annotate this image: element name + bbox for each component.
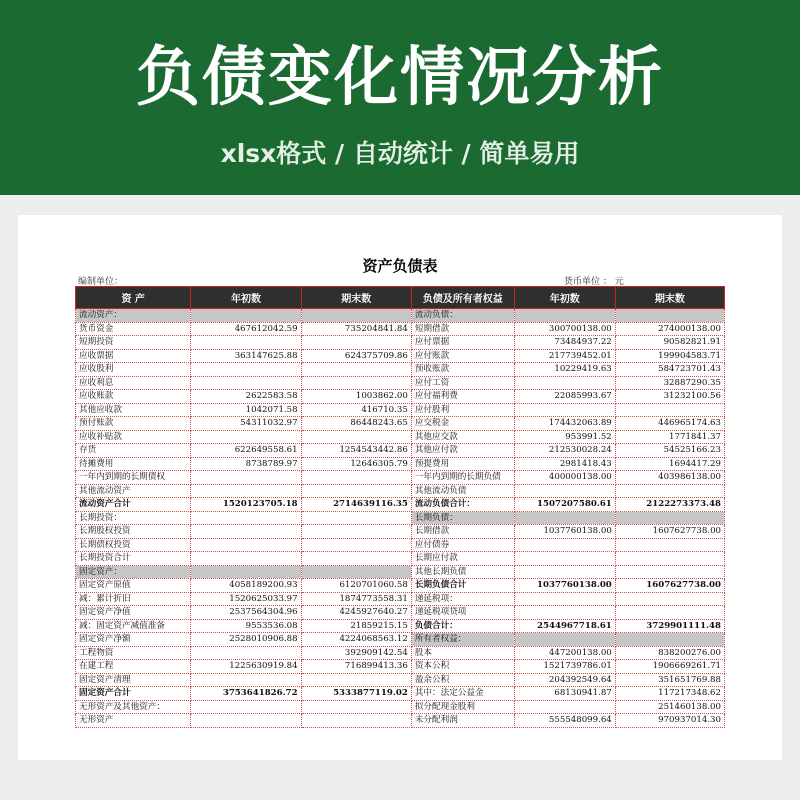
asset-label-cell: 应收股利 [76,363,191,377]
banner-title: 负债变化情况分析 [136,41,664,115]
asset-opening-cell: 1520625033.97 [191,592,301,606]
liability-opening-cell [514,633,615,647]
asset-closing-cell: 5333877119.02 [301,687,411,701]
table-row [76,633,725,647]
table-row [76,565,725,579]
liability-opening-cell: 1507207580.61 [514,498,615,512]
asset-closing-cell [301,565,411,579]
asset-closing-cell: 4224068563.12 [301,633,411,647]
liability-closing-cell [615,511,724,525]
asset-opening-cell: 2622583.58 [191,390,301,404]
liability-label-cell: 应付票据 [411,336,514,350]
liability-label-cell: 应付债券 [411,538,514,552]
asset-closing-cell: 1003862.00 [301,390,411,404]
table-row [76,525,725,539]
asset-label-cell: 减：累计折旧 [76,592,191,606]
asset-label-cell: 长期债权投资 [76,538,191,552]
table-row [76,700,725,714]
liability-closing-cell: 970937014.30 [615,714,724,728]
liability-opening-cell: 1037760138.00 [514,525,615,539]
liability-label-cell: 应交税金 [411,417,514,431]
table-row [76,322,725,336]
liability-label-cell: 一年内到期的长期负债 [411,471,514,485]
table-row [76,538,725,552]
asset-closing-cell [301,538,411,552]
asset-opening-cell: 1225630919.84 [191,660,301,674]
liability-closing-cell [615,484,724,498]
liability-opening-cell: 2544967718.61 [514,619,615,633]
asset-closing-cell [301,376,411,390]
asset-opening-cell [191,471,301,485]
table-row [76,309,725,323]
asset-label-cell: 减：固定资产减值准备 [76,619,191,633]
asset-closing-cell [301,700,411,714]
liability-opening-cell [514,700,615,714]
asset-label-cell: 在建工程 [76,660,191,674]
asset-label-cell: 无形资产及其他资产： [76,700,191,714]
liability-closing-cell [615,309,724,323]
liability-closing-cell: 838200276.00 [615,646,724,660]
table-row [76,498,725,512]
liability-closing-cell: 251460138.00 [615,700,724,714]
liability-closing-cell [615,633,724,647]
asset-closing-cell: 86448243.65 [301,417,411,431]
liability-opening-cell [514,484,615,498]
liability-closing-cell: 1607627738.00 [615,525,724,539]
liability-closing-cell [615,552,724,566]
table-row [76,592,725,606]
table-row [76,673,725,687]
liability-closing-cell: 1607627738.00 [615,579,724,593]
asset-opening-cell [191,552,301,566]
asset-closing-cell: 624375709.86 [301,349,411,363]
liability-closing-cell: 199904583.71 [615,349,724,363]
asset-closing-cell: 2714639116.35 [301,498,411,512]
asset-opening-cell: 622649558.61 [191,444,301,458]
liability-closing-cell: 274000138.00 [615,322,724,336]
asset-label-cell: 一年内到期的长期债权 [76,471,191,485]
asset-opening-cell: 363147625.88 [191,349,301,363]
liability-label-cell: 其他长期负债 [411,565,514,579]
asset-label-cell: 流动资产： [76,309,191,323]
asset-opening-cell [191,700,301,714]
liability-opening-cell: 555548099.64 [514,714,615,728]
asset-opening-cell [191,376,301,390]
liability-label-cell: 应付账款 [411,349,514,363]
liability-opening-cell: 2981418.43 [514,457,615,471]
liability-opening-cell: 212530028.24 [514,444,615,458]
liability-opening-cell [514,403,615,417]
asset-opening-cell [191,673,301,687]
asset-label-cell: 流动资产合计 [76,498,191,512]
asset-closing-cell: 6120701060.58 [301,579,411,593]
table-row [76,619,725,633]
liability-label-cell: 预收账款 [411,363,514,377]
table-row [76,646,725,660]
asset-label-cell: 长期股权投资 [76,525,191,539]
table-row [76,430,725,444]
asset-opening-cell: 8738789.97 [191,457,301,471]
liability-label-cell: 应付福利费 [411,390,514,404]
balance-sheet-table [75,286,725,728]
asset-label-cell: 固定资产净值 [76,606,191,620]
liability-label-cell: 未分配利润 [411,714,514,728]
liability-closing-cell: 1694417.29 [615,457,724,471]
liability-label-cell: 递延税项： [411,592,514,606]
asset-label-cell: 固定资产合计 [76,687,191,701]
liability-label-cell: 流动负债合计： [411,498,514,512]
liability-opening-cell: 73484937.22 [514,336,615,350]
liability-closing-cell [615,565,724,579]
asset-label-cell: 固定资产： [76,565,191,579]
header-assets: 资 产 [76,287,191,309]
liability-closing-cell: 2122273373.48 [615,498,724,512]
asset-opening-cell [191,309,301,323]
asset-opening-cell: 2537564304.96 [191,606,301,620]
liability-label-cell: 预提费用 [411,457,514,471]
liability-closing-cell: 90582821.91 [615,336,724,350]
asset-label-cell: 长期投资： [76,511,191,525]
liability-label-cell: 长期负债： [411,511,514,525]
sheet-title: 资产负债表 [362,257,438,275]
asset-label-cell: 工程物资 [76,646,191,660]
liability-opening-cell: 204392549.64 [514,673,615,687]
liability-label-cell: 长期负债合计 [411,579,514,593]
currency-unit-label: 货币单位 ： 元 [564,277,624,287]
liability-closing-cell: 1906669261.71 [615,660,724,674]
liability-opening-cell: 1521739786.01 [514,660,615,674]
liability-label-cell: 盈余公积 [411,673,514,687]
asset-opening-cell [191,363,301,377]
asset-opening-cell: 1042071.58 [191,403,301,417]
asset-label-cell: 预付账款 [76,417,191,431]
header-assets-closing: 期末数 [301,287,411,309]
asset-opening-cell [191,430,301,444]
liability-label-cell: 其中：法定公益金 [411,687,514,701]
header-banner [0,0,800,195]
asset-closing-cell [301,714,411,728]
asset-closing-cell [301,363,411,377]
banner-subtitle: xlsx格式 / 自动统计 / 简单易用 [220,139,580,168]
table-row [76,363,725,377]
asset-closing-cell [301,471,411,485]
asset-opening-cell [191,484,301,498]
balance-sheet-document [18,215,782,760]
asset-label-cell: 其他应收款 [76,403,191,417]
asset-label-cell: 应收补贴款 [76,430,191,444]
liability-opening-cell: 174432063.89 [514,417,615,431]
table-row [76,714,725,728]
liability-opening-cell [514,511,615,525]
liability-opening-cell [514,592,615,606]
asset-closing-cell: 416710.35 [301,403,411,417]
table-row [76,511,725,525]
table-header-row [76,287,725,309]
table-row [76,336,725,350]
liability-closing-cell: 31232100.56 [615,390,724,404]
asset-opening-cell [191,511,301,525]
liability-label-cell: 资本公积 [411,660,514,674]
asset-label-cell: 短期投资 [76,336,191,350]
asset-opening-cell: 467612042.59 [191,322,301,336]
asset-closing-cell [301,336,411,350]
asset-closing-cell [301,673,411,687]
asset-label-cell: 货币资金 [76,322,191,336]
asset-opening-cell: 54311032.97 [191,417,301,431]
table-row [76,444,725,458]
asset-label-cell: 应收票据 [76,349,191,363]
liability-closing-cell: 117217348.62 [615,687,724,701]
table-row [76,403,725,417]
table-row [76,390,725,404]
liability-opening-cell: 1037760138.00 [514,579,615,593]
table-row [76,606,725,620]
liability-opening-cell: 953991.52 [514,430,615,444]
liability-opening-cell: 300700138.00 [514,322,615,336]
liability-closing-cell [615,403,724,417]
liability-opening-cell: 22085993.67 [514,390,615,404]
asset-opening-cell [191,336,301,350]
table-row [76,376,725,390]
liability-label-cell: 所有者权益： [411,633,514,647]
liability-closing-cell: 54525166.23 [615,444,724,458]
asset-closing-cell: 392909142.54 [301,646,411,660]
header-liabilities-closing: 期末数 [615,287,724,309]
asset-closing-cell [301,430,411,444]
liability-label-cell: 流动负债： [411,309,514,323]
asset-opening-cell [191,538,301,552]
asset-closing-cell [301,511,411,525]
asset-closing-cell: 716899413.36 [301,660,411,674]
liability-opening-cell [514,606,615,620]
liability-label-cell: 股本 [411,646,514,660]
liability-opening-cell: 217739452.01 [514,349,615,363]
asset-closing-cell: 1254543442.86 [301,444,411,458]
liability-closing-cell: 403986138.00 [615,471,724,485]
liability-closing-cell: 351651769.88 [615,673,724,687]
liability-closing-cell: 584723701.43 [615,363,724,377]
header-liabilities-opening: 年初数 [514,287,615,309]
table-row [76,349,725,363]
liability-opening-cell: 400000138.00 [514,471,615,485]
asset-closing-cell [301,552,411,566]
asset-closing-cell [301,484,411,498]
liability-label-cell: 其他应付款 [411,444,514,458]
table-row [76,484,725,498]
liability-opening-cell [514,565,615,579]
asset-closing-cell: 12646305.79 [301,457,411,471]
liability-opening-cell [514,309,615,323]
table-row [76,552,725,566]
asset-label-cell: 应收利息 [76,376,191,390]
liability-closing-cell: 446965174.63 [615,417,724,431]
liability-closing-cell: 3729901111.48 [615,619,724,633]
liability-opening-cell [514,552,615,566]
liability-closing-cell: 32887290.35 [615,376,724,390]
asset-opening-cell: 2528010906.88 [191,633,301,647]
table-row [76,579,725,593]
asset-label-cell: 固定资产净额 [76,633,191,647]
table-body [76,309,725,728]
asset-closing-cell: 21859215.15 [301,619,411,633]
liability-label-cell: 递延税项贷项 [411,606,514,620]
liability-opening-cell: 68130941.87 [514,687,615,701]
liability-closing-cell [615,538,724,552]
asset-label-cell: 应收账款 [76,390,191,404]
asset-label-cell: 存货 [76,444,191,458]
asset-label-cell: 其他流动资产 [76,484,191,498]
asset-opening-cell [191,714,301,728]
liability-closing-cell: 1771841.37 [615,430,724,444]
liability-closing-cell [615,592,724,606]
liability-opening-cell: 447200138.00 [514,646,615,660]
liability-label-cell: 其他应交款 [411,430,514,444]
liability-label-cell: 长期应付款 [411,552,514,566]
asset-closing-cell [301,525,411,539]
liability-label-cell: 应付工资 [411,376,514,390]
asset-label-cell: 无形资产 [76,714,191,728]
asset-opening-cell [191,565,301,579]
asset-label-cell: 长期投资合计 [76,552,191,566]
table-row [76,660,725,674]
asset-label-cell: 固定资产原值 [76,579,191,593]
asset-opening-cell: 3753641826.72 [191,687,301,701]
liability-opening-cell: 10229419.63 [514,363,615,377]
table-row [76,417,725,431]
asset-closing-cell: 1874773558.31 [301,592,411,606]
liability-label-cell: 其他流动负债 [411,484,514,498]
table-row [76,457,725,471]
asset-opening-cell [191,646,301,660]
asset-closing-cell: 4245927640.27 [301,606,411,620]
liability-opening-cell [514,376,615,390]
asset-opening-cell [191,525,301,539]
asset-label-cell: 待摊费用 [76,457,191,471]
liability-label-cell: 长期借款 [411,525,514,539]
liability-label-cell: 短期借款 [411,322,514,336]
liability-label-cell: 负债合计： [411,619,514,633]
header-liabilities: 负债及所有者权益 [411,287,514,309]
liability-label-cell: 拟分配现金股利 [411,700,514,714]
asset-label-cell: 固定资产清理 [76,673,191,687]
table-row [76,471,725,485]
asset-opening-cell: 9553536.08 [191,619,301,633]
liability-label-cell: 应付股利 [411,403,514,417]
liability-opening-cell [514,538,615,552]
asset-opening-cell: 1520123705.18 [191,498,301,512]
table-row [76,687,725,701]
asset-closing-cell [301,309,411,323]
compiling-unit-label: 编制单位： [78,277,124,287]
header-assets-opening: 年初数 [191,287,301,309]
asset-closing-cell: 735204841.84 [301,322,411,336]
liability-closing-cell [615,606,724,620]
asset-opening-cell: 4058189200.93 [191,579,301,593]
